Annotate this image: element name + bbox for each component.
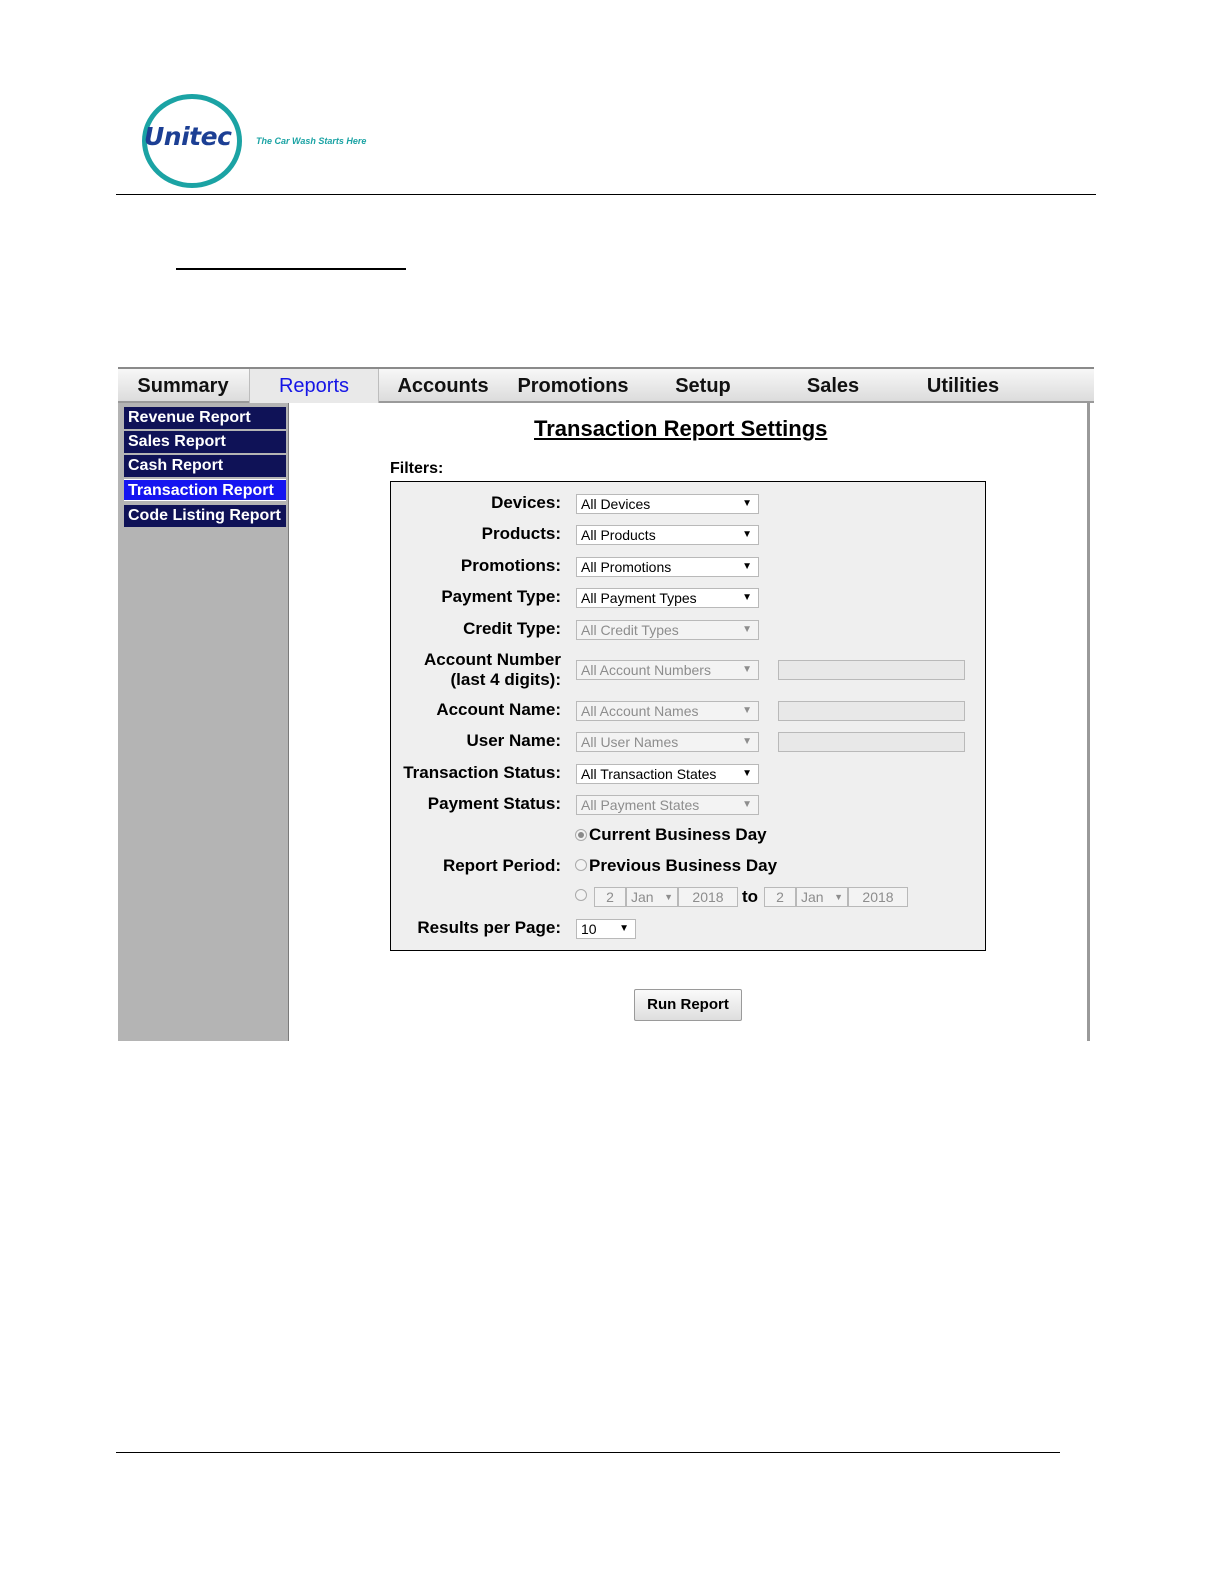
payment-type-select-value: All Payment Types bbox=[581, 590, 697, 606]
chevron-down-icon: ▼ bbox=[742, 799, 752, 810]
tab-promotions[interactable]: Promotions bbox=[517, 375, 629, 397]
chevron-down-icon: ▼ bbox=[742, 768, 752, 779]
transaction-status-select-value: All Transaction States bbox=[581, 766, 717, 782]
sidebar-item-revenue-report[interactable]: Revenue Report bbox=[124, 407, 286, 429]
date-range-to-label: to bbox=[742, 887, 759, 906]
sidebar-item-code-listing-report[interactable]: Code Listing Report bbox=[124, 505, 286, 527]
transaction-status-label: Transaction Status: bbox=[403, 763, 561, 782]
sidebar-item-sales-report[interactable]: Sales Report bbox=[124, 431, 286, 453]
products-select-value: All Products bbox=[581, 527, 656, 543]
from-month-select[interactable] bbox=[626, 887, 678, 907]
top-nav bbox=[118, 367, 1094, 403]
chevron-down-icon: ▼ bbox=[742, 592, 752, 603]
credit-type-label: Credit Type: bbox=[463, 619, 561, 638]
chevron-down-icon: ▼ bbox=[742, 498, 752, 509]
to-year-field[interactable]: 2018 bbox=[848, 887, 908, 907]
tab-setup[interactable]: Setup bbox=[675, 375, 731, 397]
reports-sidebar bbox=[118, 403, 289, 1041]
logo-tagline: The Car Wash Starts Here bbox=[256, 136, 367, 146]
footer-divider bbox=[116, 1452, 1060, 1453]
chevron-down-icon: ▼ bbox=[742, 624, 752, 635]
credit-type-select[interactable] bbox=[576, 620, 759, 640]
account-number-select-value: All Account Numbers bbox=[581, 662, 711, 678]
promotions-select[interactable] bbox=[576, 557, 759, 577]
run-report-button[interactable]: Run Report bbox=[634, 989, 742, 1021]
chevron-down-icon: ▼ bbox=[742, 705, 752, 716]
previous-business-day-label: Previous Business Day bbox=[589, 856, 778, 875]
user-name-select[interactable] bbox=[576, 732, 759, 752]
transaction-status-select[interactable] bbox=[576, 764, 759, 784]
from-month-value: Jan bbox=[631, 889, 654, 905]
report-period-label: Report Period: bbox=[442, 856, 561, 875]
payment-status-label: Payment Status: bbox=[427, 794, 561, 813]
app-window bbox=[118, 367, 1094, 1041]
account-name-select-value: All Account Names bbox=[581, 703, 699, 719]
results-per-page-select[interactable] bbox=[576, 919, 636, 939]
chevron-down-icon: ▼ bbox=[619, 923, 629, 934]
promotions-label: Promotions: bbox=[460, 556, 561, 575]
to-month-select[interactable] bbox=[796, 887, 848, 907]
promotions-select-value: All Promotions bbox=[581, 559, 672, 575]
header-divider bbox=[116, 194, 1096, 195]
from-day-field[interactable]: 2 bbox=[594, 887, 626, 907]
tab-summary[interactable]: Summary bbox=[137, 375, 229, 397]
payment-type-label: Payment Type: bbox=[441, 587, 561, 606]
tab-reports[interactable]: Reports bbox=[249, 369, 379, 403]
devices-select[interactable] bbox=[576, 494, 759, 514]
tab-utilities[interactable]: Utilities bbox=[926, 375, 1000, 397]
current-business-day-radio[interactable] bbox=[575, 829, 587, 841]
sidebar-item-cash-report[interactable]: Cash Report bbox=[124, 455, 286, 477]
section-heading-underline bbox=[176, 268, 406, 270]
payment-type-select[interactable] bbox=[576, 588, 759, 608]
payment-status-select[interactable] bbox=[576, 795, 759, 815]
payment-status-select-value: All Payment States bbox=[581, 797, 700, 813]
content-right-border bbox=[1087, 403, 1090, 1041]
current-business-day-label: Current Business Day bbox=[589, 825, 767, 844]
chevron-down-icon: ▼ bbox=[742, 529, 752, 540]
chevron-down-icon: ▼ bbox=[742, 561, 752, 572]
account-number-select[interactable] bbox=[576, 660, 759, 680]
page-title: Transaction Report Settings bbox=[534, 416, 828, 441]
devices-label: Devices: bbox=[491, 493, 561, 512]
date-range-radio[interactable] bbox=[575, 889, 587, 901]
user-name-label: User Name: bbox=[466, 731, 561, 750]
devices-select-value: All Devices bbox=[581, 496, 651, 512]
account-number-label-line2: (last 4 digits): bbox=[450, 670, 561, 689]
sidebar-item-transaction-report[interactable]: Transaction Report bbox=[124, 479, 286, 501]
from-year-field[interactable]: 2018 bbox=[678, 887, 738, 907]
products-label: Products: bbox=[481, 524, 561, 543]
logo-wordmark: Unitec bbox=[144, 122, 232, 151]
account-name-select[interactable] bbox=[576, 701, 759, 721]
user-name-select-value: All User Names bbox=[581, 734, 679, 750]
previous-business-day-radio[interactable] bbox=[575, 859, 587, 871]
chevron-down-icon: ▼ bbox=[834, 892, 843, 902]
unitec-logo bbox=[140, 92, 380, 192]
tab-accounts[interactable]: Accounts bbox=[397, 375, 489, 397]
filters-label: Filters: bbox=[390, 460, 444, 477]
filters-panel bbox=[390, 481, 986, 951]
results-per-page-label: Results per Page: bbox=[417, 918, 561, 937]
account-name-label: Account Name: bbox=[436, 700, 561, 719]
results-per-page-value: 10 bbox=[581, 921, 597, 937]
tab-sales[interactable]: Sales bbox=[806, 375, 860, 397]
to-day-field[interactable]: 2 bbox=[764, 887, 796, 907]
products-select[interactable] bbox=[576, 525, 759, 545]
chevron-down-icon: ▼ bbox=[742, 664, 752, 675]
account-name-input[interactable] bbox=[778, 701, 965, 721]
to-month-value: Jan bbox=[801, 889, 824, 905]
credit-type-select-value: All Credit Types bbox=[581, 622, 679, 638]
user-name-input[interactable] bbox=[778, 732, 965, 752]
chevron-down-icon: ▼ bbox=[664, 892, 673, 902]
account-number-input[interactable] bbox=[778, 660, 965, 680]
chevron-down-icon: ▼ bbox=[742, 736, 752, 747]
account-number-label-line1: Account Number bbox=[424, 650, 561, 669]
